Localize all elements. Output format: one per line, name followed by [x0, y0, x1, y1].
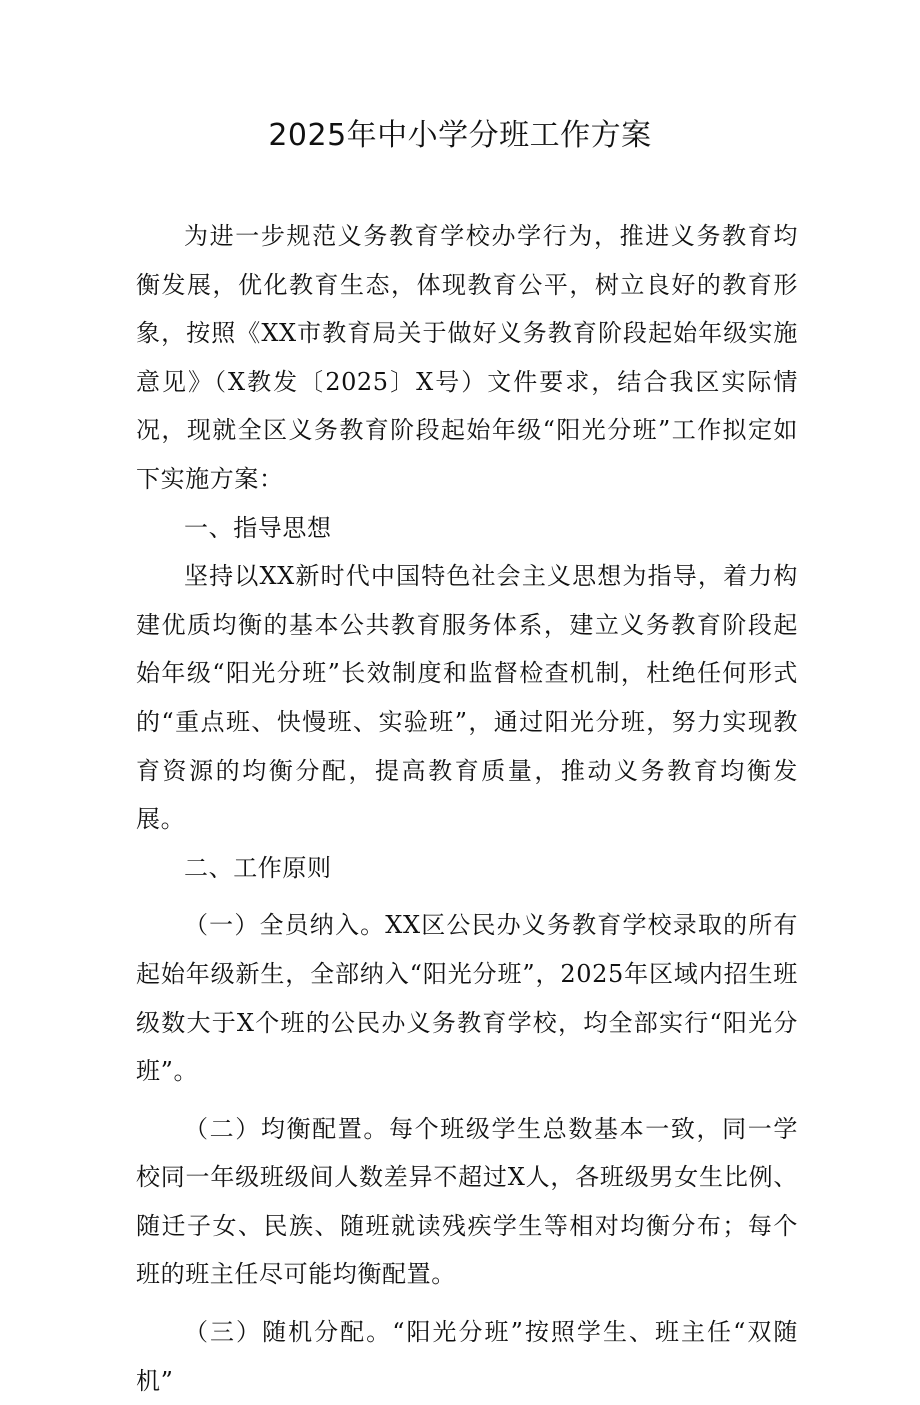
principle-2-paragraph: （二）均衡配置。每个班级学生总数基本一致，同一学校同一年级班级间人数差异不超过X人，各班级男女生比例、随迁子女、民族、随班就读残疾学生等相对均衡分布；每个班的班主任尽可能均衡配置。 [136, 1114, 798, 1289]
principle-3-paragraph: （三）随机分配。“阳光分班”按照学生、班主任“双随机” [136, 1318, 798, 1395]
document-body [136, 212, 798, 1405]
section-heading-guiding-thought: 一、指导思想 [184, 513, 332, 542]
principle-1-paragraph: （一）全员纳入。XX区公民办义务教育学校录取的所有起始年级新生，全部纳入“阳光分班”，2025年区域内招生班级数大于X个班的公民办义务教育学校，均全部实行“阳光分班”。 [136, 911, 798, 1086]
section-heading-work-principles: 二、工作原则 [184, 853, 332, 882]
guiding-thought-paragraph: 坚持以XX新时代中国特色社会主义思想为指导，着力构建优质均衡的基本公共教育服务体系，建立义务教育阶段起始年级“阳光分班”长效制度和监督检查机制，杜绝任何形式的“重点班、快慢班、实验班”，通过阳光分班，努力实现教育资源的均衡分配，提高教育质量，推动义务教育均衡发展。 [136, 562, 798, 834]
document-title: 2025年中小学分班工作方案 [268, 118, 652, 153]
intro-paragraph: 为进一步规范义务教育学校办学行为，推进义务教育均衡发展，优化教育生态，体现教育公平，树立良好的教育形象，按照《XX市教育局关于做好义务教育阶段起始年级实施意见》（X教发〔2025〕X号）文件要求，结合我区实际情况，现就全区义务教育阶段起始年级“阳光分班”工作拟定如下实施方案： [136, 222, 798, 493]
